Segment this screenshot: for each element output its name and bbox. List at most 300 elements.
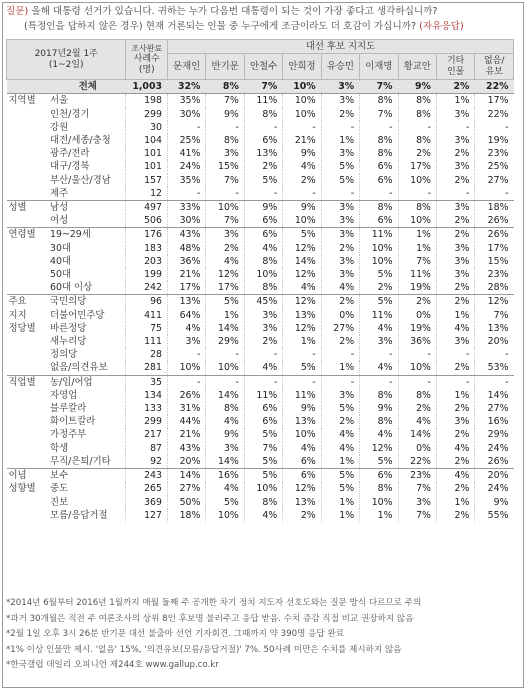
table-row bbox=[7, 309, 514, 322]
row-sample-size: 101 bbox=[126, 160, 168, 173]
row-value: 30% bbox=[168, 214, 206, 228]
row-value: 44% bbox=[168, 415, 206, 428]
row-value: 9% bbox=[360, 402, 398, 415]
row-group bbox=[7, 160, 49, 173]
row-value: - bbox=[283, 348, 321, 361]
row-value: 2% bbox=[398, 402, 436, 415]
row-sample-size: 92 bbox=[126, 455, 168, 469]
header-other-line-2: 인물 bbox=[446, 66, 465, 77]
row-value: 43% bbox=[168, 228, 206, 242]
row-group bbox=[7, 255, 49, 268]
row-value: 2% bbox=[436, 455, 474, 469]
row-group: 성향별 bbox=[8, 483, 36, 495]
row-value: - bbox=[244, 375, 282, 389]
row-group bbox=[7, 361, 49, 375]
row-value: - bbox=[206, 187, 244, 201]
row-label: 자영업 bbox=[50, 389, 78, 401]
row-value: 4% bbox=[283, 160, 321, 173]
row-value: 7% bbox=[244, 80, 282, 94]
row-group bbox=[7, 268, 49, 281]
total-row bbox=[7, 80, 514, 94]
row-value: 25% bbox=[475, 160, 514, 173]
row-value: - bbox=[475, 187, 514, 201]
row-value: 17% bbox=[475, 94, 514, 108]
row-value: 9% bbox=[283, 201, 321, 215]
row-value: 1% bbox=[436, 496, 474, 509]
row-label: 농/임/어업 bbox=[48, 375, 126, 389]
row-value: 7% bbox=[206, 174, 244, 187]
row-value: 9% bbox=[475, 496, 514, 509]
row-value: 2% bbox=[398, 147, 436, 160]
header-period-dates: (1~2일) bbox=[48, 59, 84, 70]
row-label: 대전/세종/충청 bbox=[50, 135, 111, 147]
row-value: - bbox=[360, 121, 398, 134]
row-value: - bbox=[168, 121, 206, 134]
row-value: 10% bbox=[360, 242, 398, 255]
row-value: 8% bbox=[398, 94, 436, 108]
row-value: 3% bbox=[321, 255, 359, 268]
row-label: 없음/의견유보 bbox=[50, 362, 108, 374]
row-value: 3% bbox=[398, 496, 436, 509]
row-label: 무직/은퇴/기타 bbox=[50, 455, 111, 467]
table-row bbox=[7, 389, 514, 402]
row-value: 8% bbox=[398, 108, 436, 121]
row-value: - bbox=[321, 121, 359, 134]
table-row bbox=[7, 348, 514, 361]
row-value: 10% bbox=[244, 268, 282, 281]
row-value: 10% bbox=[283, 108, 321, 121]
row-group bbox=[7, 415, 49, 428]
row-value: 2% bbox=[321, 108, 359, 121]
row-value: 5% bbox=[360, 455, 398, 469]
row-value: 13% bbox=[168, 295, 206, 309]
row-value: 2% bbox=[244, 335, 282, 348]
row-label: 국민의당 bbox=[48, 295, 126, 309]
row-label: 블루칼라 bbox=[50, 403, 87, 415]
row-sample-size: 1,003 bbox=[126, 80, 168, 94]
row-value: 8% bbox=[360, 134, 398, 147]
row-value: 23% bbox=[475, 268, 514, 281]
table-row bbox=[7, 228, 514, 242]
row-value: 26% bbox=[475, 228, 514, 242]
row-value: 1% bbox=[398, 228, 436, 242]
row-value: 1% bbox=[436, 94, 474, 108]
row-value: - bbox=[244, 348, 282, 361]
row-value: 24% bbox=[475, 442, 514, 455]
row-value: 11% bbox=[244, 94, 282, 108]
row-value: 17% bbox=[168, 281, 206, 295]
row-value: 15% bbox=[475, 255, 514, 268]
row-value: 1% bbox=[321, 509, 359, 522]
row-value: - bbox=[360, 375, 398, 389]
row-value: 6% bbox=[244, 415, 282, 428]
row-value: 24% bbox=[475, 482, 514, 495]
row-value: 19% bbox=[475, 134, 514, 147]
row-value: - bbox=[321, 375, 359, 389]
row-value: 2% bbox=[206, 242, 244, 255]
row-group bbox=[7, 108, 49, 121]
table-row bbox=[7, 268, 514, 281]
table-row bbox=[7, 255, 514, 268]
row-value: 4% bbox=[168, 322, 206, 335]
row-value: 8% bbox=[398, 389, 436, 402]
row-value: 1% bbox=[436, 389, 474, 402]
row-group bbox=[7, 187, 49, 201]
table-row bbox=[7, 295, 514, 309]
row-value: 8% bbox=[206, 402, 244, 415]
row-value: 22% bbox=[475, 108, 514, 121]
row-sample-size: 183 bbox=[126, 242, 168, 255]
row-value: - bbox=[206, 375, 244, 389]
row-value: 9% bbox=[206, 108, 244, 121]
row-value: 6% bbox=[283, 469, 321, 483]
row-value: 50% bbox=[168, 496, 206, 509]
question-line-1: 올해 대통령 선거가 있습니다. 귀하는 누가 다음번 대통령이 되는 것이 가장 좋다고 생각하십니까? bbox=[31, 6, 438, 17]
row-value: - bbox=[436, 348, 474, 361]
table-row bbox=[7, 496, 514, 509]
row-value: 1% bbox=[321, 496, 359, 509]
row-value: 8% bbox=[360, 389, 398, 402]
row-sample-size: 369 bbox=[126, 496, 168, 509]
row-label: 전체 bbox=[48, 80, 126, 94]
row-value: 3% bbox=[360, 335, 398, 348]
row-group bbox=[7, 242, 49, 255]
table-row bbox=[7, 187, 514, 201]
row-value: 8% bbox=[244, 108, 282, 121]
row-value: 3% bbox=[321, 80, 359, 94]
row-value: 33% bbox=[168, 201, 206, 215]
row-value: 2% bbox=[436, 482, 474, 495]
row-value: 3% bbox=[206, 147, 244, 160]
row-value: 13% bbox=[475, 322, 514, 335]
row-value: 5% bbox=[206, 295, 244, 309]
row-value: 4% bbox=[206, 415, 244, 428]
row-sample-size: 87 bbox=[126, 442, 168, 455]
row-value: 1% bbox=[283, 335, 321, 348]
row-value: 8% bbox=[398, 134, 436, 147]
row-value: 20% bbox=[475, 469, 514, 483]
row-value: 2% bbox=[436, 281, 474, 295]
row-group bbox=[7, 402, 49, 415]
row-value: 1% bbox=[206, 309, 244, 322]
row-value: 14% bbox=[206, 389, 244, 402]
row-sample-size: 104 bbox=[126, 134, 168, 147]
row-sample-size: 497 bbox=[126, 201, 168, 215]
row-value: 8% bbox=[360, 147, 398, 160]
table-row bbox=[7, 174, 514, 187]
row-value: 21% bbox=[168, 428, 206, 441]
row-value: 4% bbox=[321, 428, 359, 441]
row-value: 13% bbox=[283, 309, 321, 322]
row-value: 19% bbox=[398, 322, 436, 335]
row-value: 4% bbox=[360, 322, 398, 335]
row-value: 8% bbox=[206, 134, 244, 147]
row-value: 10% bbox=[283, 428, 321, 441]
table-row bbox=[7, 160, 514, 173]
row-group: 지지 bbox=[8, 309, 27, 321]
row-value: 45% bbox=[244, 295, 282, 309]
row-value: 36% bbox=[168, 255, 206, 268]
survey-question bbox=[6, 5, 518, 34]
row-value: 5% bbox=[321, 174, 359, 187]
row-sample-size: 506 bbox=[126, 214, 168, 228]
row-value: 4% bbox=[360, 428, 398, 441]
row-sample-size: 157 bbox=[126, 174, 168, 187]
row-value: 19% bbox=[398, 281, 436, 295]
row-value: 3% bbox=[436, 134, 474, 147]
row-value: 28% bbox=[475, 281, 514, 295]
row-value: 12% bbox=[283, 482, 321, 495]
row-value: 2% bbox=[436, 228, 474, 242]
row-group bbox=[7, 134, 49, 147]
row-sample-size: 265 bbox=[126, 482, 168, 495]
row-value: 5% bbox=[360, 268, 398, 281]
row-value: 22% bbox=[475, 80, 514, 94]
table-row bbox=[7, 455, 514, 469]
row-value: - bbox=[168, 375, 206, 389]
row-sample-size: 411 bbox=[126, 309, 168, 322]
table-row bbox=[7, 335, 514, 348]
row-value: 6% bbox=[244, 214, 282, 228]
row-sample-size: 281 bbox=[126, 361, 168, 375]
row-value: 5% bbox=[283, 228, 321, 242]
row-group bbox=[7, 281, 49, 295]
header-sample-top: 조사완료 bbox=[131, 44, 163, 54]
footnote-2: *과거 30개월은 직전 주 여론조사의 상위 8인 후보명 불러주고 응답 받음. 수치 증감 직접 비교 권장하지 않음 bbox=[6, 613, 414, 624]
row-label: 60대 이상 bbox=[50, 282, 93, 294]
results-table bbox=[6, 39, 514, 522]
row-sample-size: 299 bbox=[126, 415, 168, 428]
row-value: 3% bbox=[321, 214, 359, 228]
table-row bbox=[7, 121, 514, 134]
row-value: 7% bbox=[206, 214, 244, 228]
row-value: 2% bbox=[360, 281, 398, 295]
row-value: 2% bbox=[398, 295, 436, 309]
table-row bbox=[7, 134, 514, 147]
row-value: 11% bbox=[398, 268, 436, 281]
table-row bbox=[7, 442, 514, 455]
row-group: 직업별 bbox=[7, 375, 49, 389]
row-value: 14% bbox=[206, 322, 244, 335]
row-value: 8% bbox=[360, 201, 398, 215]
row-group bbox=[7, 428, 49, 441]
footnote-1: *2014년 6월부터 2016년 1월까지 매월 둘째 주 공개한 차기 정치 지도자 선호도와는 질문 방식 다르므로 주의 bbox=[6, 598, 422, 608]
row-value: 2% bbox=[436, 361, 474, 375]
row-value: 29% bbox=[475, 428, 514, 441]
row-value: 9% bbox=[398, 80, 436, 94]
header-other-line-1: 기타 bbox=[446, 55, 465, 66]
row-value: 3% bbox=[321, 201, 359, 215]
row-value: 3% bbox=[321, 268, 359, 281]
row-value: 5% bbox=[360, 295, 398, 309]
row-value: 2% bbox=[436, 509, 474, 522]
row-value: 3% bbox=[206, 228, 244, 242]
row-sample-size: 96 bbox=[126, 295, 168, 309]
row-value: 2% bbox=[283, 509, 321, 522]
header-none-line-2: 유보 bbox=[485, 66, 503, 77]
row-value: - bbox=[321, 187, 359, 201]
header-sample bbox=[126, 40, 168, 80]
row-value: 10% bbox=[168, 361, 206, 375]
row-value: 7% bbox=[398, 255, 436, 268]
row-value: 26% bbox=[475, 214, 514, 228]
row-value: 2% bbox=[436, 80, 474, 94]
row-value: 1% bbox=[321, 455, 359, 469]
row-sample-size: 111 bbox=[126, 335, 168, 348]
row-value: 1% bbox=[321, 134, 359, 147]
row-label: 여성 bbox=[50, 215, 69, 227]
row-sample-size: 127 bbox=[126, 509, 168, 522]
row-value: 16% bbox=[475, 415, 514, 428]
question-line-2: (특정인을 답하지 않은 경우) 현재 거론되는 인물 중 누구에게 조금이라도 더 호감이 가십니까? bbox=[24, 20, 417, 32]
row-sample-size: 12 bbox=[126, 187, 168, 201]
row-value: 3% bbox=[321, 389, 359, 402]
table-row bbox=[7, 108, 514, 121]
row-value: 0% bbox=[398, 309, 436, 322]
row-value: 53% bbox=[475, 361, 514, 375]
row-value: 3% bbox=[436, 108, 474, 121]
row-value: 27% bbox=[168, 482, 206, 495]
row-sample-size: 176 bbox=[126, 228, 168, 242]
row-value: 7% bbox=[475, 309, 514, 322]
row-value: 27% bbox=[321, 322, 359, 335]
row-value: 10% bbox=[206, 361, 244, 375]
row-value: 4% bbox=[321, 281, 359, 295]
row-value: 11% bbox=[283, 389, 321, 402]
table-row bbox=[7, 147, 514, 160]
row-value: 36% bbox=[398, 335, 436, 348]
header-candidate: 이재명 bbox=[360, 54, 398, 80]
header-none bbox=[475, 54, 514, 80]
row-value: 23% bbox=[475, 147, 514, 160]
row-value: 11% bbox=[244, 389, 282, 402]
row-value: 10% bbox=[283, 214, 321, 228]
row-value: 18% bbox=[168, 509, 206, 522]
row-value: 3% bbox=[436, 335, 474, 348]
row-group: 이념 bbox=[7, 469, 49, 483]
row-value: 6% bbox=[244, 402, 282, 415]
row-value: 10% bbox=[283, 80, 321, 94]
row-sample-size: 28 bbox=[126, 348, 168, 361]
row-value: 11% bbox=[360, 228, 398, 242]
row-value: 5% bbox=[244, 469, 282, 483]
row-value: - bbox=[168, 348, 206, 361]
row-value: 4% bbox=[206, 255, 244, 268]
row-value: 4% bbox=[436, 442, 474, 455]
row-value: 35% bbox=[168, 94, 206, 108]
row-label: 새누리당 bbox=[50, 336, 87, 348]
row-value: 2% bbox=[283, 174, 321, 187]
row-value: 3% bbox=[321, 147, 359, 160]
row-sample-size: 30 bbox=[126, 121, 168, 134]
header-candidate: 반기문 bbox=[206, 54, 244, 80]
table-row bbox=[7, 214, 514, 228]
row-value: 18% bbox=[475, 201, 514, 215]
row-value: 12% bbox=[283, 242, 321, 255]
header-none-line-1: 없음/ bbox=[483, 55, 505, 66]
row-value: 2% bbox=[321, 415, 359, 428]
row-label: 부산/울산/경남 bbox=[50, 174, 111, 186]
row-label: 강원 bbox=[50, 121, 69, 133]
row-group bbox=[7, 174, 49, 187]
row-value: 5% bbox=[244, 455, 282, 469]
row-value: 4% bbox=[244, 242, 282, 255]
header-sample-bot: (명) bbox=[138, 65, 155, 76]
row-value: 31% bbox=[168, 402, 206, 415]
row-value: 3% bbox=[436, 255, 474, 268]
row-value: 32% bbox=[168, 80, 206, 94]
row-value: 23% bbox=[398, 469, 436, 483]
row-label: 가정주부 bbox=[50, 429, 87, 441]
row-value: 20% bbox=[168, 455, 206, 469]
row-group bbox=[7, 496, 49, 509]
row-group bbox=[7, 121, 49, 134]
row-value: - bbox=[360, 348, 398, 361]
footnote-3: *2월 1일 오후 3시 26분 반기문 대선 불출마 선언 기자회견. 그때까지 약 390명 응답 완료 bbox=[6, 629, 345, 639]
row-label: 30대 bbox=[50, 242, 72, 254]
row-label: 바른정당 bbox=[50, 322, 87, 334]
row-value: 8% bbox=[244, 281, 282, 295]
row-value: 21% bbox=[168, 268, 206, 281]
row-value: 8% bbox=[244, 255, 282, 268]
row-value: 10% bbox=[283, 94, 321, 108]
table-row bbox=[7, 322, 514, 335]
row-group bbox=[7, 455, 49, 469]
row-value: 8% bbox=[244, 496, 282, 509]
table-row bbox=[7, 402, 514, 415]
table-row bbox=[7, 361, 514, 375]
row-label: 더불어민주당 bbox=[50, 309, 105, 321]
row-label: 제주 bbox=[50, 187, 69, 199]
row-label: 남성 bbox=[48, 201, 126, 215]
row-value: 1% bbox=[436, 309, 474, 322]
row-value: 3% bbox=[436, 415, 474, 428]
row-sample-size: 101 bbox=[126, 147, 168, 160]
row-value: 2% bbox=[436, 402, 474, 415]
table-row bbox=[7, 428, 514, 441]
row-group bbox=[7, 509, 49, 522]
row-value: 3% bbox=[436, 268, 474, 281]
header-other bbox=[436, 54, 474, 80]
row-value: 2% bbox=[244, 160, 282, 173]
row-value: 35% bbox=[168, 174, 206, 187]
row-value: - bbox=[283, 187, 321, 201]
header-candidate: 황교안 bbox=[398, 54, 436, 80]
row-value: - bbox=[436, 121, 474, 134]
row-value: 7% bbox=[398, 482, 436, 495]
row-value: 8% bbox=[360, 94, 398, 108]
row-value: 17% bbox=[398, 160, 436, 173]
row-value: 30% bbox=[168, 108, 206, 121]
row-value: 10% bbox=[398, 214, 436, 228]
row-label: 학생 bbox=[50, 442, 69, 454]
row-value: 10% bbox=[206, 509, 244, 522]
row-value: 12% bbox=[283, 268, 321, 281]
footnote-4: *1% 이상 인물만 제시. '없음' 15%, '의견유보(모름/응답거절)' 7%. 50사례 미만은 수치를 제시하지 않음 bbox=[6, 644, 402, 655]
row-value: 3% bbox=[168, 335, 206, 348]
row-value: - bbox=[398, 348, 436, 361]
row-value: 5% bbox=[206, 496, 244, 509]
row-value: 13% bbox=[283, 415, 321, 428]
row-label: 대구/경북 bbox=[50, 161, 90, 173]
row-value: 9% bbox=[206, 428, 244, 441]
row-value: 6% bbox=[244, 228, 282, 242]
row-value: - bbox=[168, 187, 206, 201]
row-label: 보수 bbox=[48, 469, 126, 483]
row-value: 17% bbox=[475, 242, 514, 255]
table-row bbox=[7, 482, 514, 495]
row-value: 8% bbox=[206, 80, 244, 94]
